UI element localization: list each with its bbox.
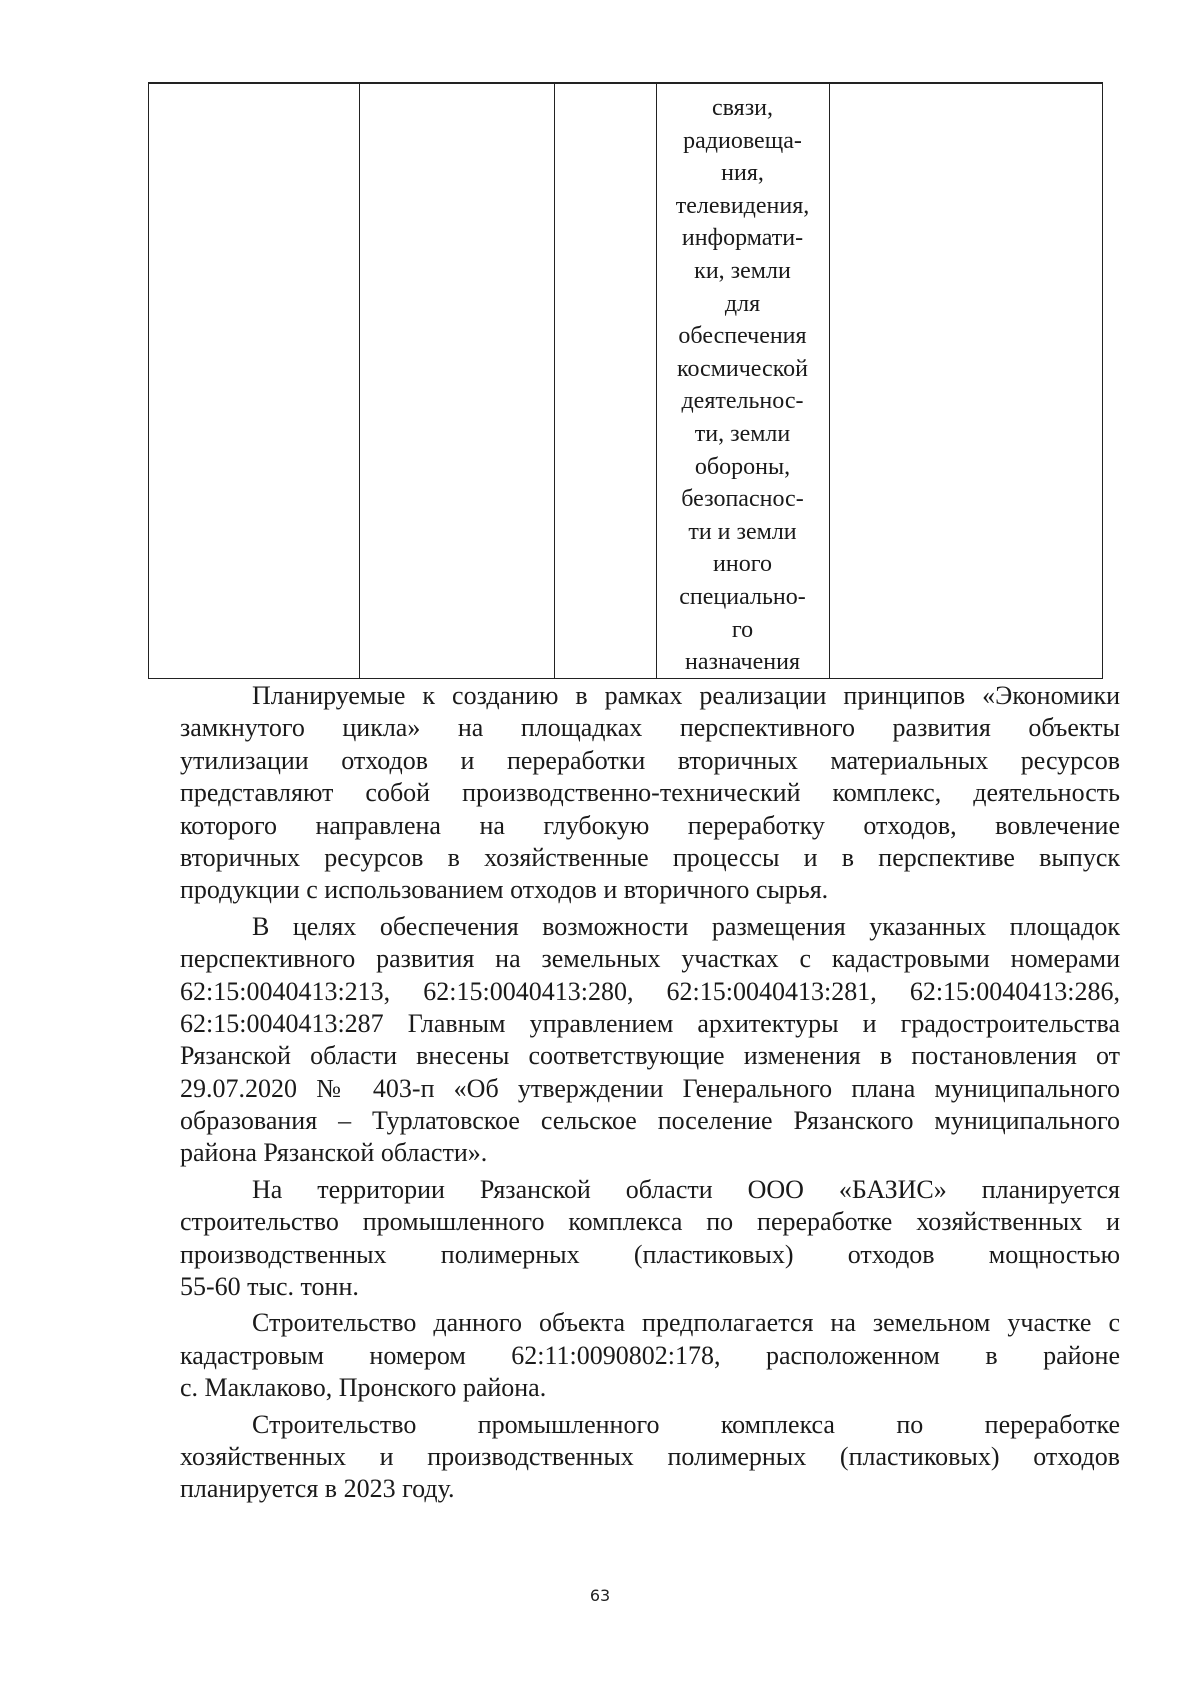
text-line: замкнутого цикла» на площадках перспективного развития объекты	[180, 713, 1120, 743]
text-line: 62:15:0040413:287 Главным управлением архитектуры и градостроительства	[180, 1008, 1120, 1038]
text-line: вторичных ресурсов в хозяйственные процессы и в перспективе выпуск	[180, 842, 1120, 872]
text-line: с. Маклаково, Пронского района.	[180, 1373, 547, 1403]
cell-line: деятельнос-	[681, 388, 804, 415]
text-line: перспективного развития на земельных участках с кадастровыми номерами	[180, 944, 1120, 974]
cell-line: для	[724, 290, 761, 317]
cell-line: ния,	[721, 160, 764, 187]
text-line: которого направлена на глубокую переработку отходов, вовлечение	[180, 810, 1120, 840]
table-column-divider	[554, 84, 555, 678]
table-column-divider	[359, 84, 360, 678]
paragraph-circular-economy	[180, 680, 1120, 907]
text-line: Строительство данного объекта предполагается на земельном участке с	[252, 1308, 1120, 1338]
text-line: На территории Рязанской области ООО «БАЗИС» планируется	[252, 1174, 1120, 1204]
cell-line: иного	[713, 551, 772, 578]
cell-line: ки, земли	[694, 257, 791, 284]
text-line: строительство промышленного комплекса по переработке хозяйственных и	[180, 1207, 1120, 1237]
cell-line: радиовеща-	[683, 127, 802, 154]
text-line: кадастровым номером 62:11:0090802:178, расположенном в районе	[180, 1340, 1120, 1370]
text-line: В целях обеспечения возможности размещения указанных площадок	[252, 911, 1120, 941]
cell-line: обеспечения	[678, 323, 807, 350]
cell-line: телевидения,	[675, 192, 810, 219]
cell-line: информати-	[681, 225, 804, 252]
cell-line: специально-	[679, 583, 806, 610]
paragraph-cadastral-numbers	[180, 911, 1120, 1170]
cell-line: го	[731, 616, 754, 643]
text-line: продукции с использованием отходов и вторичного сырья.	[180, 875, 829, 905]
cell-line: космической	[677, 355, 808, 382]
text-line: производственных полимерных (пластиковых) отходов мощностью	[180, 1239, 1120, 1269]
paragraph-construction-year	[180, 1409, 1120, 1506]
page-number: 63	[589, 1586, 611, 1605]
text-line: представляют собой производственно-технический комплекс, деятельность	[180, 778, 1120, 808]
text-line: 29.07.2020 № 403-п «Об утверждении Генерального плана муниципального	[180, 1073, 1120, 1103]
text-line: образования – Турлатовское сельское поселение Рязанского муниципального	[180, 1106, 1120, 1136]
cell-line: обороны,	[694, 453, 791, 480]
table-cell-land-categories	[656, 92, 829, 679]
paragraph-site-location	[180, 1307, 1120, 1404]
text-line: утилизации отходов и переработки вторичных материальных ресурсов	[180, 745, 1120, 775]
text-line: Планируемые к созданию в рамках реализации принципов «Экономики	[252, 681, 1120, 710]
text-line: Строительство промышленного комплекса по переработке	[252, 1409, 1120, 1439]
cell-line: связи,	[711, 95, 774, 121]
text-line: хозяйственных и производственных полимерных (пластиковых) отходов	[180, 1441, 1120, 1471]
cell-line: назначения	[685, 649, 800, 676]
cell-line: ти, земли	[694, 420, 791, 447]
paragraph-bazis	[180, 1174, 1120, 1304]
text-line: планируется в 2023 году.	[180, 1474, 455, 1504]
text-line: Рязанской области внесены соответствующие изменения в постановления от	[180, 1041, 1120, 1071]
table-column-divider	[829, 84, 830, 678]
text-line: района Рязанской области».	[180, 1138, 488, 1168]
cell-line: безопаснос-	[681, 486, 804, 513]
table-fragment	[148, 82, 1103, 679]
cell-line: ти и земли	[688, 518, 797, 545]
text-line: 55-60 тыс. тонн.	[180, 1272, 359, 1302]
body-text	[180, 680, 1120, 1510]
text-line: 62:15:0040413:213, 62:15:0040413:280, 62:15:0040413:281, 62:15:0040413:286,	[180, 976, 1120, 1006]
